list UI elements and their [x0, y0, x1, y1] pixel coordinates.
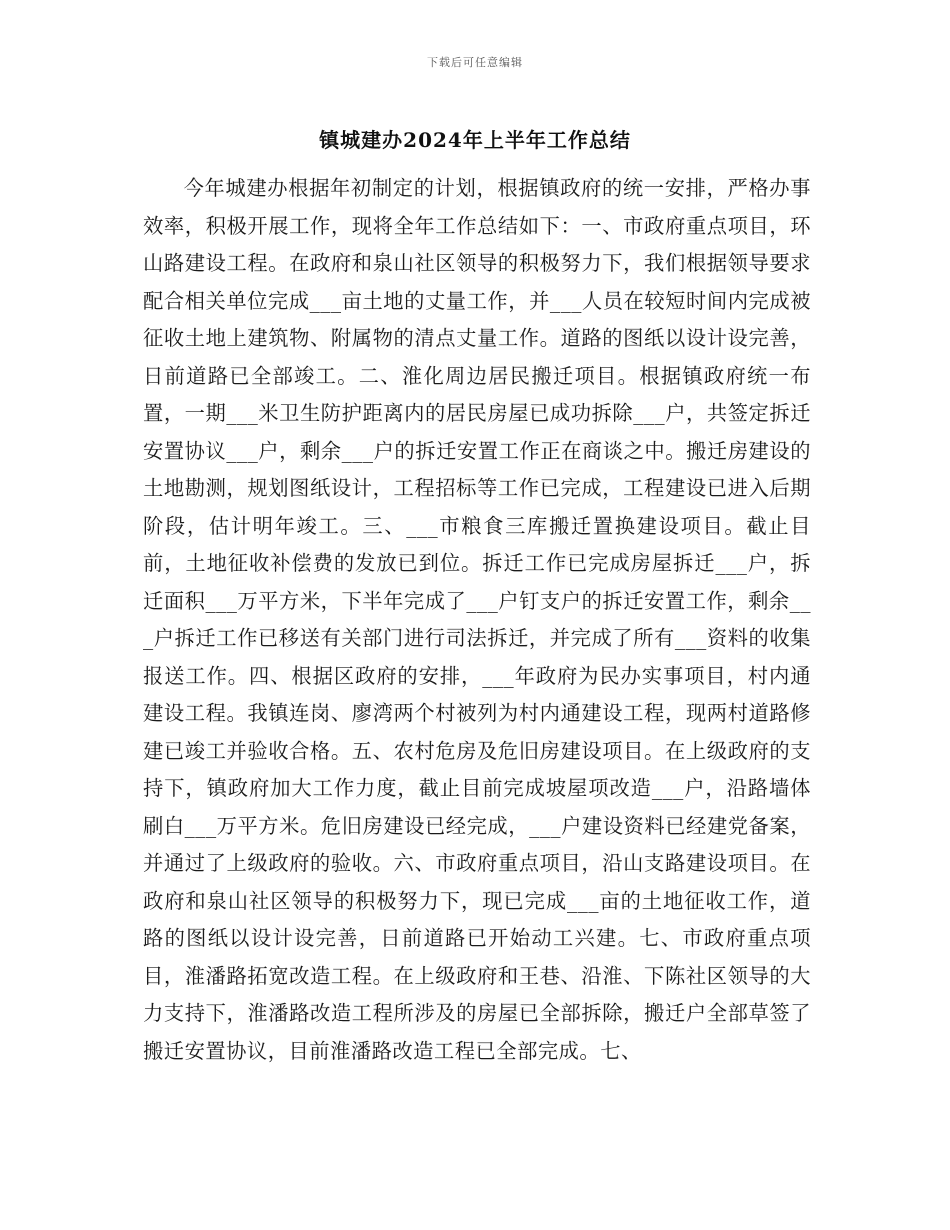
page-header-note: 下载后可任意编辑 [427, 56, 523, 69]
document-title: 镇城建办2024年上半年工作总结 [319, 128, 631, 152]
body-paragraph: 今年城建办根据年初制定的计划，根据镇政府的统一安排，严格办事效率，积极开展工作，现将全年工作总结如下：一、市政府重点项目，环山路建设工程。在政府和泉山社区领导的积极努力下，我们根据领导要求配合相关单位完成___亩土地的丈量工作，并___人员在较短时间内完成被征收土地上建筑物、附属物的清点丈量工作。道路的图纸以设计设完善，日前道路已全部竣工。二、淮化周边居民搬迁项目。根据镇政府统一布置，一期___米卫生防护距离内的居民房屋已成功拆除___户，共签定拆迁安置协议___户，剩余___户的拆迁安置工作正在商谈之中。搬迁房建设的土地勘测，规划图纸设计，工程招标等工作已完成，工程建设已进入后期阶段，估计明年竣工。三、___市粮食三库搬迁置换建设项目。截止目前，土地征收补偿费的发放已到位。拆迁工作已完成房屋拆迁___户，拆迁面积___万平方米，下半年完成了___户钉支户的拆迁安置工作，剩余___户拆迁工作已移送有关部门进行司法拆迁，并完成了所有___资料的收集报送工作。四、根据区政府的安排，___年政府为民办实事项目，村内通建设工程。我镇连岗、廖湾两个村被列为村内通建设工程，现两村道路修建已竣工并验收合格。五、农村危房及危旧房建设项目。在上级政府的支持下，镇政府加大工作力度，截止目前完成坡屋项改造___户，沿路墙体刷白___万平方米。危旧房建设已经完成，___户建设资料已经建党备案，并通过了上级政府的验收。六、市政府重点项目，沿山支路建设项目。在政府和泉山社区领导的积极努力下，现已完成___亩的土地征收工作，道路的图纸以设计设完善，日前道路已开始动工兴建。七、市政府重点项目，淮潘路拓宽改造工程。在上级政府和王巷、沿淮、下陈社区领导的大力支持下，淮潘路改造工程所涉及的房屋已全部拆除，搬迁户全部草签了搬迁安置协议，目前淮潘路改造工程已全部完成。七、 [143, 176, 811, 1063]
